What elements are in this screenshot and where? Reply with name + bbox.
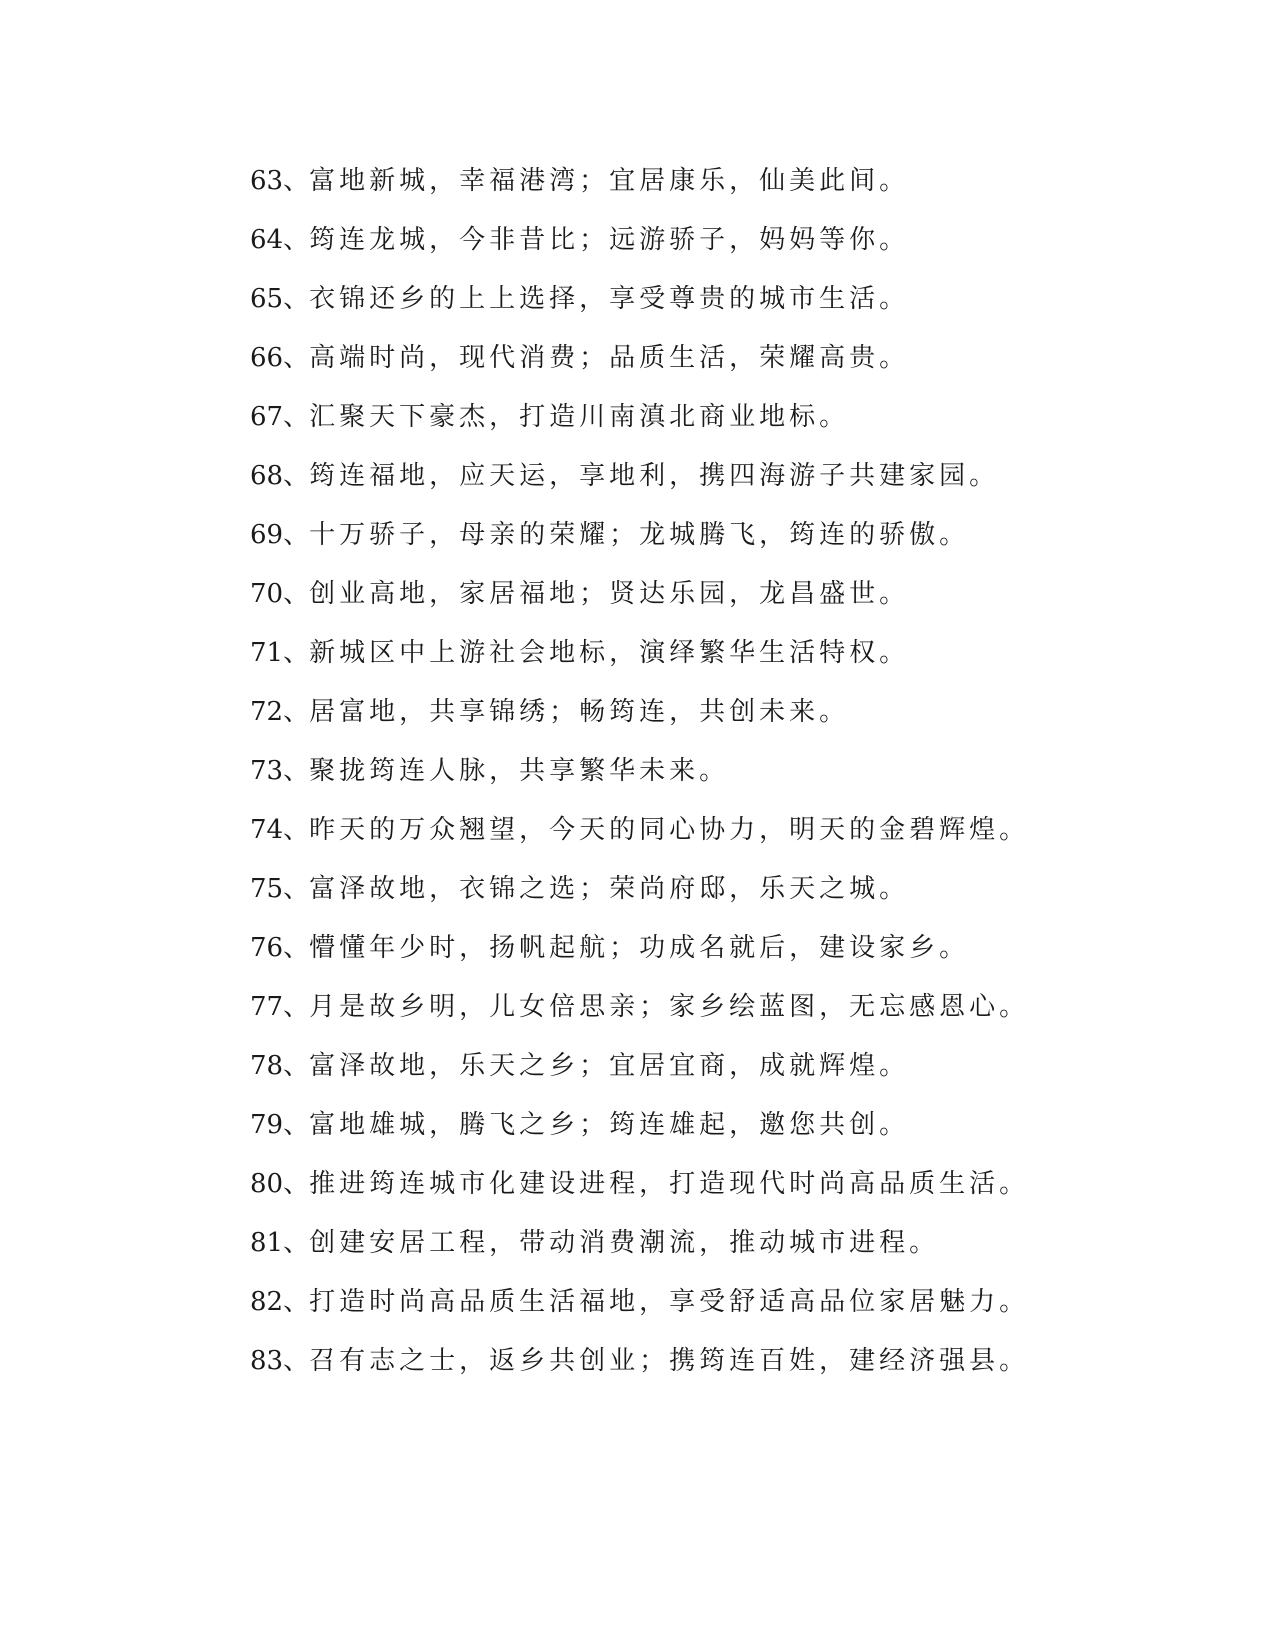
item-number: 66、 bbox=[250, 343, 310, 373]
item-number: 75、 bbox=[250, 874, 310, 904]
item-text: 筠连福地，应天运，享地利，携四海游子共建家园。 bbox=[309, 461, 1000, 491]
item-number: 65、 bbox=[250, 284, 310, 314]
list-item bbox=[250, 511, 1029, 570]
item-number: 73、 bbox=[250, 756, 310, 786]
item-text: 高端时尚，现代消费；品质生活，荣耀高贵。 bbox=[309, 343, 910, 373]
item-text: 富泽故地，衣锦之选；荣尚府邸，乐天之城。 bbox=[309, 874, 910, 904]
item-text: 月是故乡明，儿女倍思亲；家乡绘蓝图，无忘感恩心。 bbox=[309, 992, 1030, 1022]
item-number: 76、 bbox=[250, 933, 310, 963]
item-number: 67、 bbox=[250, 402, 310, 432]
list-item bbox=[250, 1042, 1029, 1101]
item-number: 72、 bbox=[250, 697, 310, 727]
list-item bbox=[250, 747, 1029, 806]
item-number: 82、 bbox=[250, 1287, 310, 1317]
item-number: 77、 bbox=[250, 992, 310, 1022]
item-text: 昨天的万众翘望，今天的同心协力，明天的金碧辉煌。 bbox=[309, 815, 1030, 845]
list-item bbox=[250, 1101, 1029, 1160]
list-item bbox=[250, 924, 1029, 983]
list-item bbox=[250, 570, 1029, 629]
item-text: 十万骄子，母亲的荣耀；龙城腾飞，筠连的骄傲。 bbox=[309, 520, 970, 550]
item-text: 富地新城，幸福港湾；宜居康乐，仙美此间。 bbox=[309, 166, 910, 196]
item-number: 68、 bbox=[250, 461, 310, 491]
item-text: 衣锦还乡的上上选择，享受尊贵的城市生活。 bbox=[309, 284, 910, 314]
list-item bbox=[250, 452, 1029, 511]
list-item bbox=[250, 865, 1029, 924]
list-item bbox=[250, 275, 1029, 334]
item-number: 80、 bbox=[250, 1169, 310, 1199]
item-text: 居富地，共享锦绣；畅筠连，共创未来。 bbox=[309, 697, 850, 727]
item-number: 79、 bbox=[250, 1110, 310, 1140]
item-number: 64、 bbox=[250, 225, 310, 255]
list-item bbox=[250, 334, 1029, 393]
item-number: 78、 bbox=[250, 1051, 310, 1081]
list-item bbox=[250, 1278, 1029, 1337]
item-number: 83、 bbox=[250, 1346, 310, 1376]
list-item bbox=[250, 1337, 1029, 1396]
item-text: 打造时尚高品质生活福地，享受舒适高品位家居魅力。 bbox=[309, 1287, 1030, 1317]
item-text: 推进筠连城市化建设进程，打造现代时尚高品质生活。 bbox=[309, 1169, 1030, 1199]
list-item bbox=[250, 1219, 1029, 1278]
item-number: 81、 bbox=[250, 1228, 310, 1258]
list-item bbox=[250, 806, 1029, 865]
item-text: 创业高地，家居福地；贤达乐园，龙昌盛世。 bbox=[309, 579, 910, 609]
item-text: 懵懂年少时，扬帆起航；功成名就后，建设家乡。 bbox=[309, 933, 970, 963]
item-text: 汇聚天下豪杰，打造川南滇北商业地标。 bbox=[309, 402, 850, 432]
list-item bbox=[250, 629, 1029, 688]
item-text: 创建安居工程，带动消费潮流，推动城市进程。 bbox=[309, 1228, 940, 1258]
item-text: 筠连龙城，今非昔比；远游骄子，妈妈等你。 bbox=[309, 225, 910, 255]
item-text: 富泽故地，乐天之乡；宜居宜商，成就辉煌。 bbox=[309, 1051, 910, 1081]
item-number: 63、 bbox=[250, 166, 310, 196]
item-number: 71、 bbox=[250, 638, 310, 668]
list-item bbox=[250, 216, 1029, 275]
item-number: 69、 bbox=[250, 520, 310, 550]
slogan-list bbox=[250, 157, 1029, 1396]
list-item bbox=[250, 157, 1029, 216]
item-number: 70、 bbox=[250, 579, 310, 609]
item-number: 74、 bbox=[250, 815, 310, 845]
list-item bbox=[250, 393, 1029, 452]
list-item bbox=[250, 688, 1029, 747]
item-text: 召有志之士，返乡共创业；携筠连百姓，建经济强县。 bbox=[309, 1346, 1030, 1376]
item-text: 新城区中上游社会地标，演绎繁华生活特权。 bbox=[309, 638, 910, 668]
item-text: 富地雄城，腾飞之乡；筠连雄起，邀您共创。 bbox=[309, 1110, 910, 1140]
item-text: 聚拢筠连人脉，共享繁华未来。 bbox=[309, 756, 730, 786]
list-item bbox=[250, 983, 1029, 1042]
list-item bbox=[250, 1160, 1029, 1219]
